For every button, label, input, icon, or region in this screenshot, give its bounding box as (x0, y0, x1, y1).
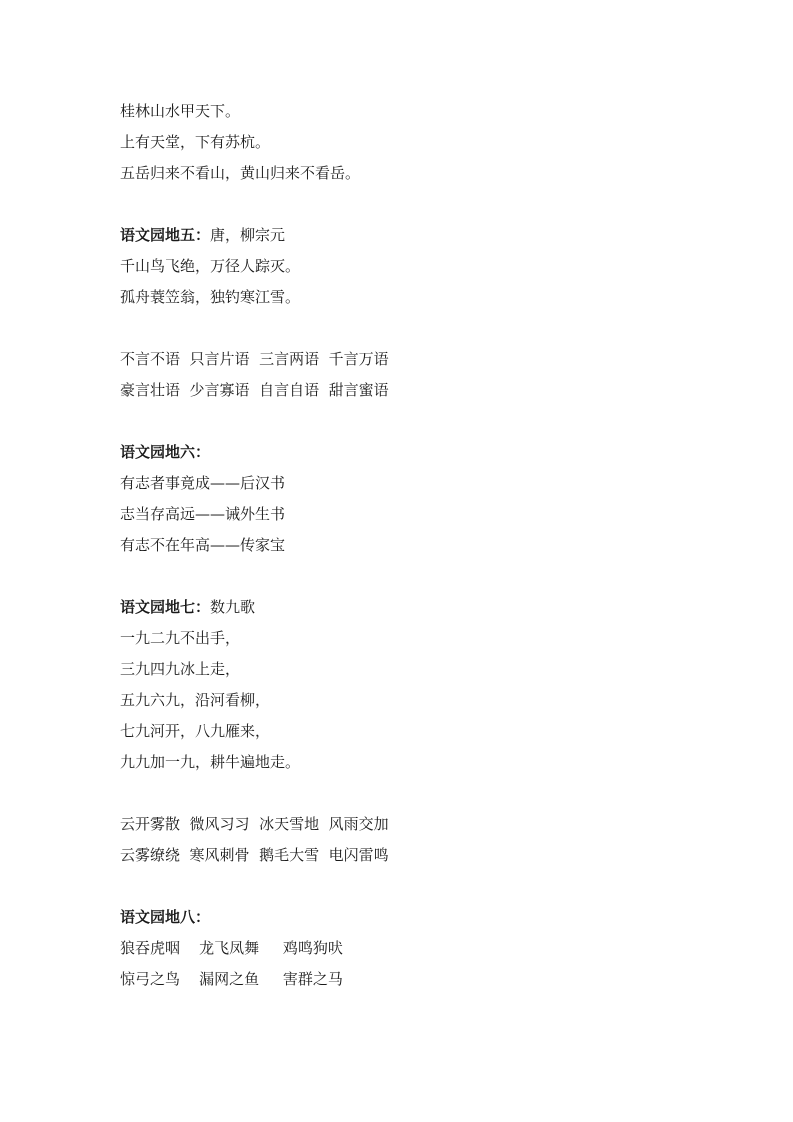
paragraph-gap (120, 778, 720, 809)
idiom-row: 不言不语 只言片语 三言两语 千言万语 (120, 350, 389, 368)
song-line: 九九加一九，耕牛遍地走。 (120, 753, 301, 771)
song-line: 五九六九，沿河看柳， (120, 691, 271, 709)
saying-line: 桂林山水甲天下。 (120, 102, 241, 120)
idiom-row: 狼吞虎咽 龙飞凤舞 鸡鸣狗吠 (120, 939, 343, 957)
song-line: 一九二九不出手， (120, 629, 241, 647)
section-heading: 语文园地七： (120, 598, 211, 616)
paragraph-gap (120, 189, 720, 220)
paragraph-gap (120, 406, 720, 437)
section-heading: 语文园地五： (120, 226, 211, 244)
quote-line: 有志不在年高——传家宝 (120, 536, 286, 554)
idiom-row: 惊弓之鸟 漏网之鱼 害群之马 (120, 970, 343, 988)
song-line: 三九四九冰上走， (120, 660, 241, 678)
idiom-row: 云雾缭绕 寒风刺骨 鹅毛大雪 电闪雷鸣 (120, 846, 389, 864)
section-heading: 语文园地六： (120, 443, 211, 461)
quote-line: 志当存高远——诫外生书 (120, 505, 286, 523)
poem-line: 千山鸟飞绝，万径人踪灭。 (120, 257, 301, 275)
quote-line: 有志者事竟成——后汉书 (120, 474, 286, 492)
idiom-row: 云开雾散 微风习习 冰天雪地 风雨交加 (120, 815, 389, 833)
saying-line: 上有天堂，下有苏杭。 (120, 133, 271, 151)
section-heading: 语文园地八： (120, 908, 211, 926)
paragraph-gap (120, 313, 720, 344)
song-line: 七九河开，八九雁来， (120, 722, 271, 740)
section-subtitle: 唐，柳宗元 (210, 226, 286, 244)
paragraph-gap (120, 871, 720, 902)
document-body (120, 96, 720, 995)
section-8-title (120, 902, 720, 933)
saying-line: 五岳归来不看山，黄山归来不看岳。 (120, 164, 361, 182)
section-6-title (120, 437, 720, 468)
section-subtitle: 数九歌 (210, 598, 256, 616)
poem-line: 孤舟蓑笠翁，独钓寒江雪。 (120, 288, 301, 306)
section-7-title (120, 592, 720, 623)
paragraph-gap (120, 561, 720, 592)
section-5-title (120, 220, 720, 251)
idiom-row: 豪言壮语 少言寡语 自言自语 甜言蜜语 (120, 381, 389, 399)
